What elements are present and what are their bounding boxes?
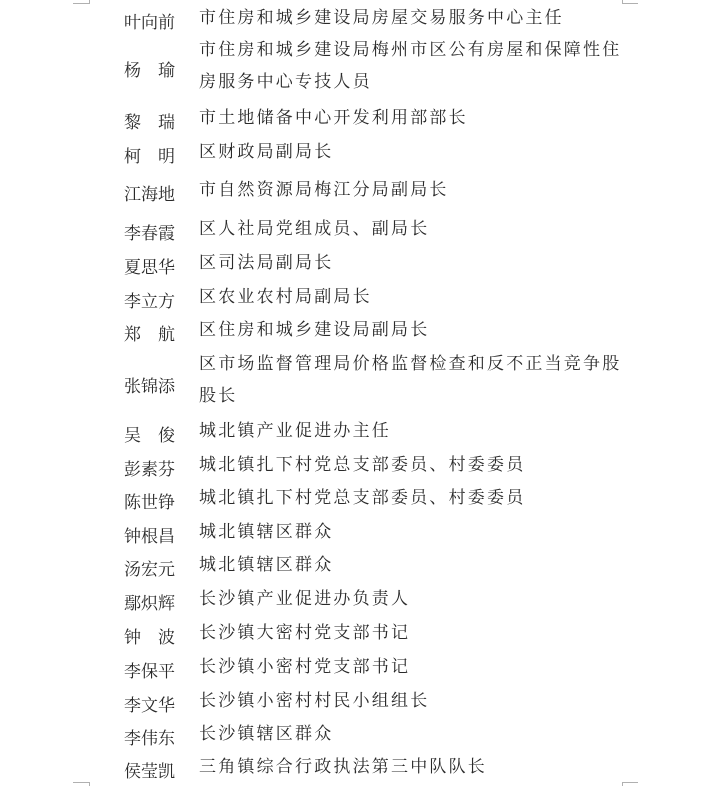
member-role: 区人社局党组成员、副局长 <box>199 219 430 239</box>
member-name: 钟根昌 <box>124 527 175 547</box>
member-name: 彭素芬 <box>124 460 175 480</box>
member-name: 汤宏元 <box>124 560 175 580</box>
member-role: 长沙镇辖区群众 <box>199 724 334 744</box>
member-name: 李立方 <box>124 292 175 312</box>
member-role: 市土地储备中心开发利用部部长 <box>199 108 468 128</box>
member-role: 区住房和城乡建设局副局长 <box>199 320 430 340</box>
member-role: 长沙镇小密村党支部书记 <box>199 657 411 677</box>
member-role: 城北镇辖区群众 <box>199 522 334 542</box>
member-name: 叶向前 <box>124 13 175 33</box>
member-name: 李伟东 <box>124 729 175 749</box>
member-role: 市自然资源局梅江分局副局长 <box>199 180 449 200</box>
member-role: 城北镇辖区群众 <box>199 555 334 575</box>
member-role: 市住房和城乡建设局房屋交易服务中心主任 <box>199 8 564 28</box>
member-name: 鄢炽辉 <box>124 594 175 614</box>
crop-mark-bottom-left <box>89 782 90 786</box>
member-name: 江海地 <box>124 185 175 205</box>
member-role: 城北镇扎下村党总支部委员、村委委员 <box>199 488 526 508</box>
member-name: 黎 瑞 <box>124 113 175 133</box>
member-name: 李保平 <box>124 662 175 682</box>
member-name: 张锦添 <box>124 377 175 397</box>
member-name: 柯 明 <box>124 147 175 167</box>
member-role: 区司法局副局长 <box>199 253 334 273</box>
member-role: 城北镇扎下村党总支部委员、村委委员 <box>199 455 526 475</box>
member-role: 城北镇产业促进办主任 <box>199 421 391 441</box>
member-role: 市住房和城乡建设局梅州市区公有房屋和保障性住房服务中心专技人员 <box>199 40 622 92</box>
member-name: 杨 瑜 <box>124 61 175 81</box>
crop-mark-bottom-left <box>73 782 89 783</box>
crop-mark-top-left <box>73 3 89 4</box>
member-name: 吴 俊 <box>124 426 175 446</box>
member-name: 夏思华 <box>124 258 175 278</box>
member-role: 区市场监督管理局价格监督检查和反不正当竞争股股长 <box>199 354 622 406</box>
crop-mark-top-left <box>89 0 90 4</box>
member-name: 侯莹凯 <box>124 762 175 782</box>
member-name: 陈世铮 <box>124 493 175 513</box>
member-role: 长沙镇小密村村民小组组长 <box>199 691 430 711</box>
member-role: 长沙镇大密村党支部书记 <box>199 623 411 643</box>
member-name: 钟 波 <box>124 628 175 648</box>
member-name: 李春霞 <box>124 224 175 244</box>
member-name: 李文华 <box>124 696 175 716</box>
member-role: 区财政局副局长 <box>199 142 334 162</box>
member-name: 郑 航 <box>124 325 175 345</box>
member-role: 三角镇综合行政执法第三中队队长 <box>199 757 487 777</box>
member-role: 区农业农村局副局长 <box>199 287 372 307</box>
member-role: 长沙镇产业促进办负责人 <box>199 589 411 609</box>
